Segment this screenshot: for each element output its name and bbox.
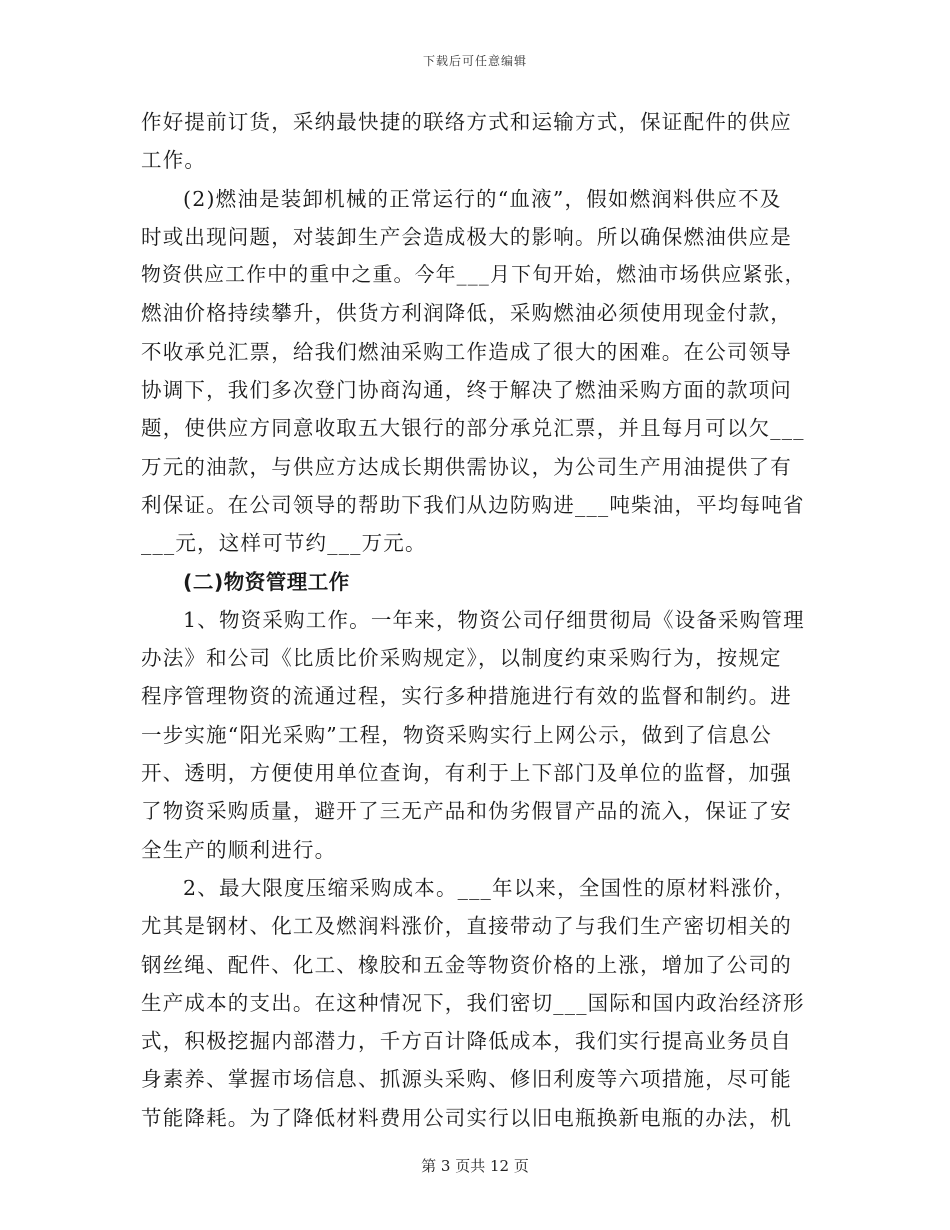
text-line: 工作。 <box>141 148 207 173</box>
document-body <box>141 103 811 1137</box>
text-line: 协调下，我们多次登门协商沟通，终于解决了燃油采购方面的款项问 <box>141 378 792 403</box>
text-line: 作好提前订货，采纳最快捷的联络方式和运输方式，保证配件的供应 <box>141 110 792 134</box>
text-line: 节能降耗。为了降低材料费用公司实行以旧电瓶换新电瓶的办法，机 <box>141 1105 792 1130</box>
paragraph-start: 1、物资采购工作。一年来，物资公司仔细贯彻局《设备采购管理 <box>183 607 805 632</box>
paragraph-start: (2)燃油是装卸机械的正常运行的“血液”，假如燃润料供应不及 <box>183 186 782 211</box>
text-line: 不收承兑汇票，给我们燃油采购工作造成了很大的困难。在公司领导 <box>141 339 792 364</box>
page-header: 下载后可任意编辑 <box>422 54 527 68</box>
text-line: 钢丝绳、配件、化工、橡胶和五金等物资价格的上涨，增加了公司的 <box>141 952 792 977</box>
text-line: ___元，这样可节约___万元。 <box>141 531 427 556</box>
text-line: 式，积极挖掘内部潜力，千方百计降低成本，我们实行提高业务员自 <box>141 1029 792 1054</box>
text-line: 尤其是钢材、化工及燃润料涨价，直接带动了与我们生产密切相关的 <box>141 914 792 939</box>
section-heading: (二)物资管理工作 <box>183 569 350 594</box>
text-line: 全生产的顺利进行。 <box>141 837 337 862</box>
text-line: 开、透明，方便使用单位查询，有利于上下部门及单位的监督，加强 <box>141 761 792 786</box>
text-line: 利保证。在公司领导的帮助下我们从边防购进___吨柴油，平均每吨省 <box>141 492 805 517</box>
text-line: 一步实施“阳光采购”工程，物资采购实行上网公示，做到了信息公 <box>141 722 772 747</box>
text-line: 万元的油款，与供应方达成长期供需协议，为公司生产用油提供了有 <box>141 454 792 479</box>
text-line: 时或出现问题，对装卸生产会造成极大的影响。所以确保燃油供应是 <box>141 224 792 249</box>
text-line: 程序管理物资的流通过程，实行多种措施进行有效的监督和制约。进 <box>141 684 792 709</box>
text-line: 物资供应工作中的重中之重。今年___月下旬开始，燃油市场供应紧张， <box>141 263 806 287</box>
text-line: 身素养、掌握市场信息、抓源头采购、修旧利废等六项措施，尽可能 <box>141 1067 792 1092</box>
text-line: 生产成本的支出。在这种情况下，我们密切___国际和国内政治经济形 <box>141 990 805 1015</box>
paragraph-start: 2、最大限度压缩采购成本。___年以来，全国性的原材料涨价， <box>183 875 796 900</box>
text-line: 题，使供应方同意收取五大银行的部分承兑汇票，并且每月可以欠___ <box>141 416 805 441</box>
text-line: 了物资采购质量，避开了三无产品和伪劣假冒产品的流入，保证了安 <box>141 799 792 824</box>
text-line: 办法》和公司《比质比价采购规定》，以制度约束采购行为，按规定 <box>141 646 782 671</box>
page-footer: 第 3 页共 12 页 <box>421 1157 529 1175</box>
text-line: 燃油价格持续攀升，供货方利润降低，采购燃油必须使用现金付款， <box>141 301 792 326</box>
